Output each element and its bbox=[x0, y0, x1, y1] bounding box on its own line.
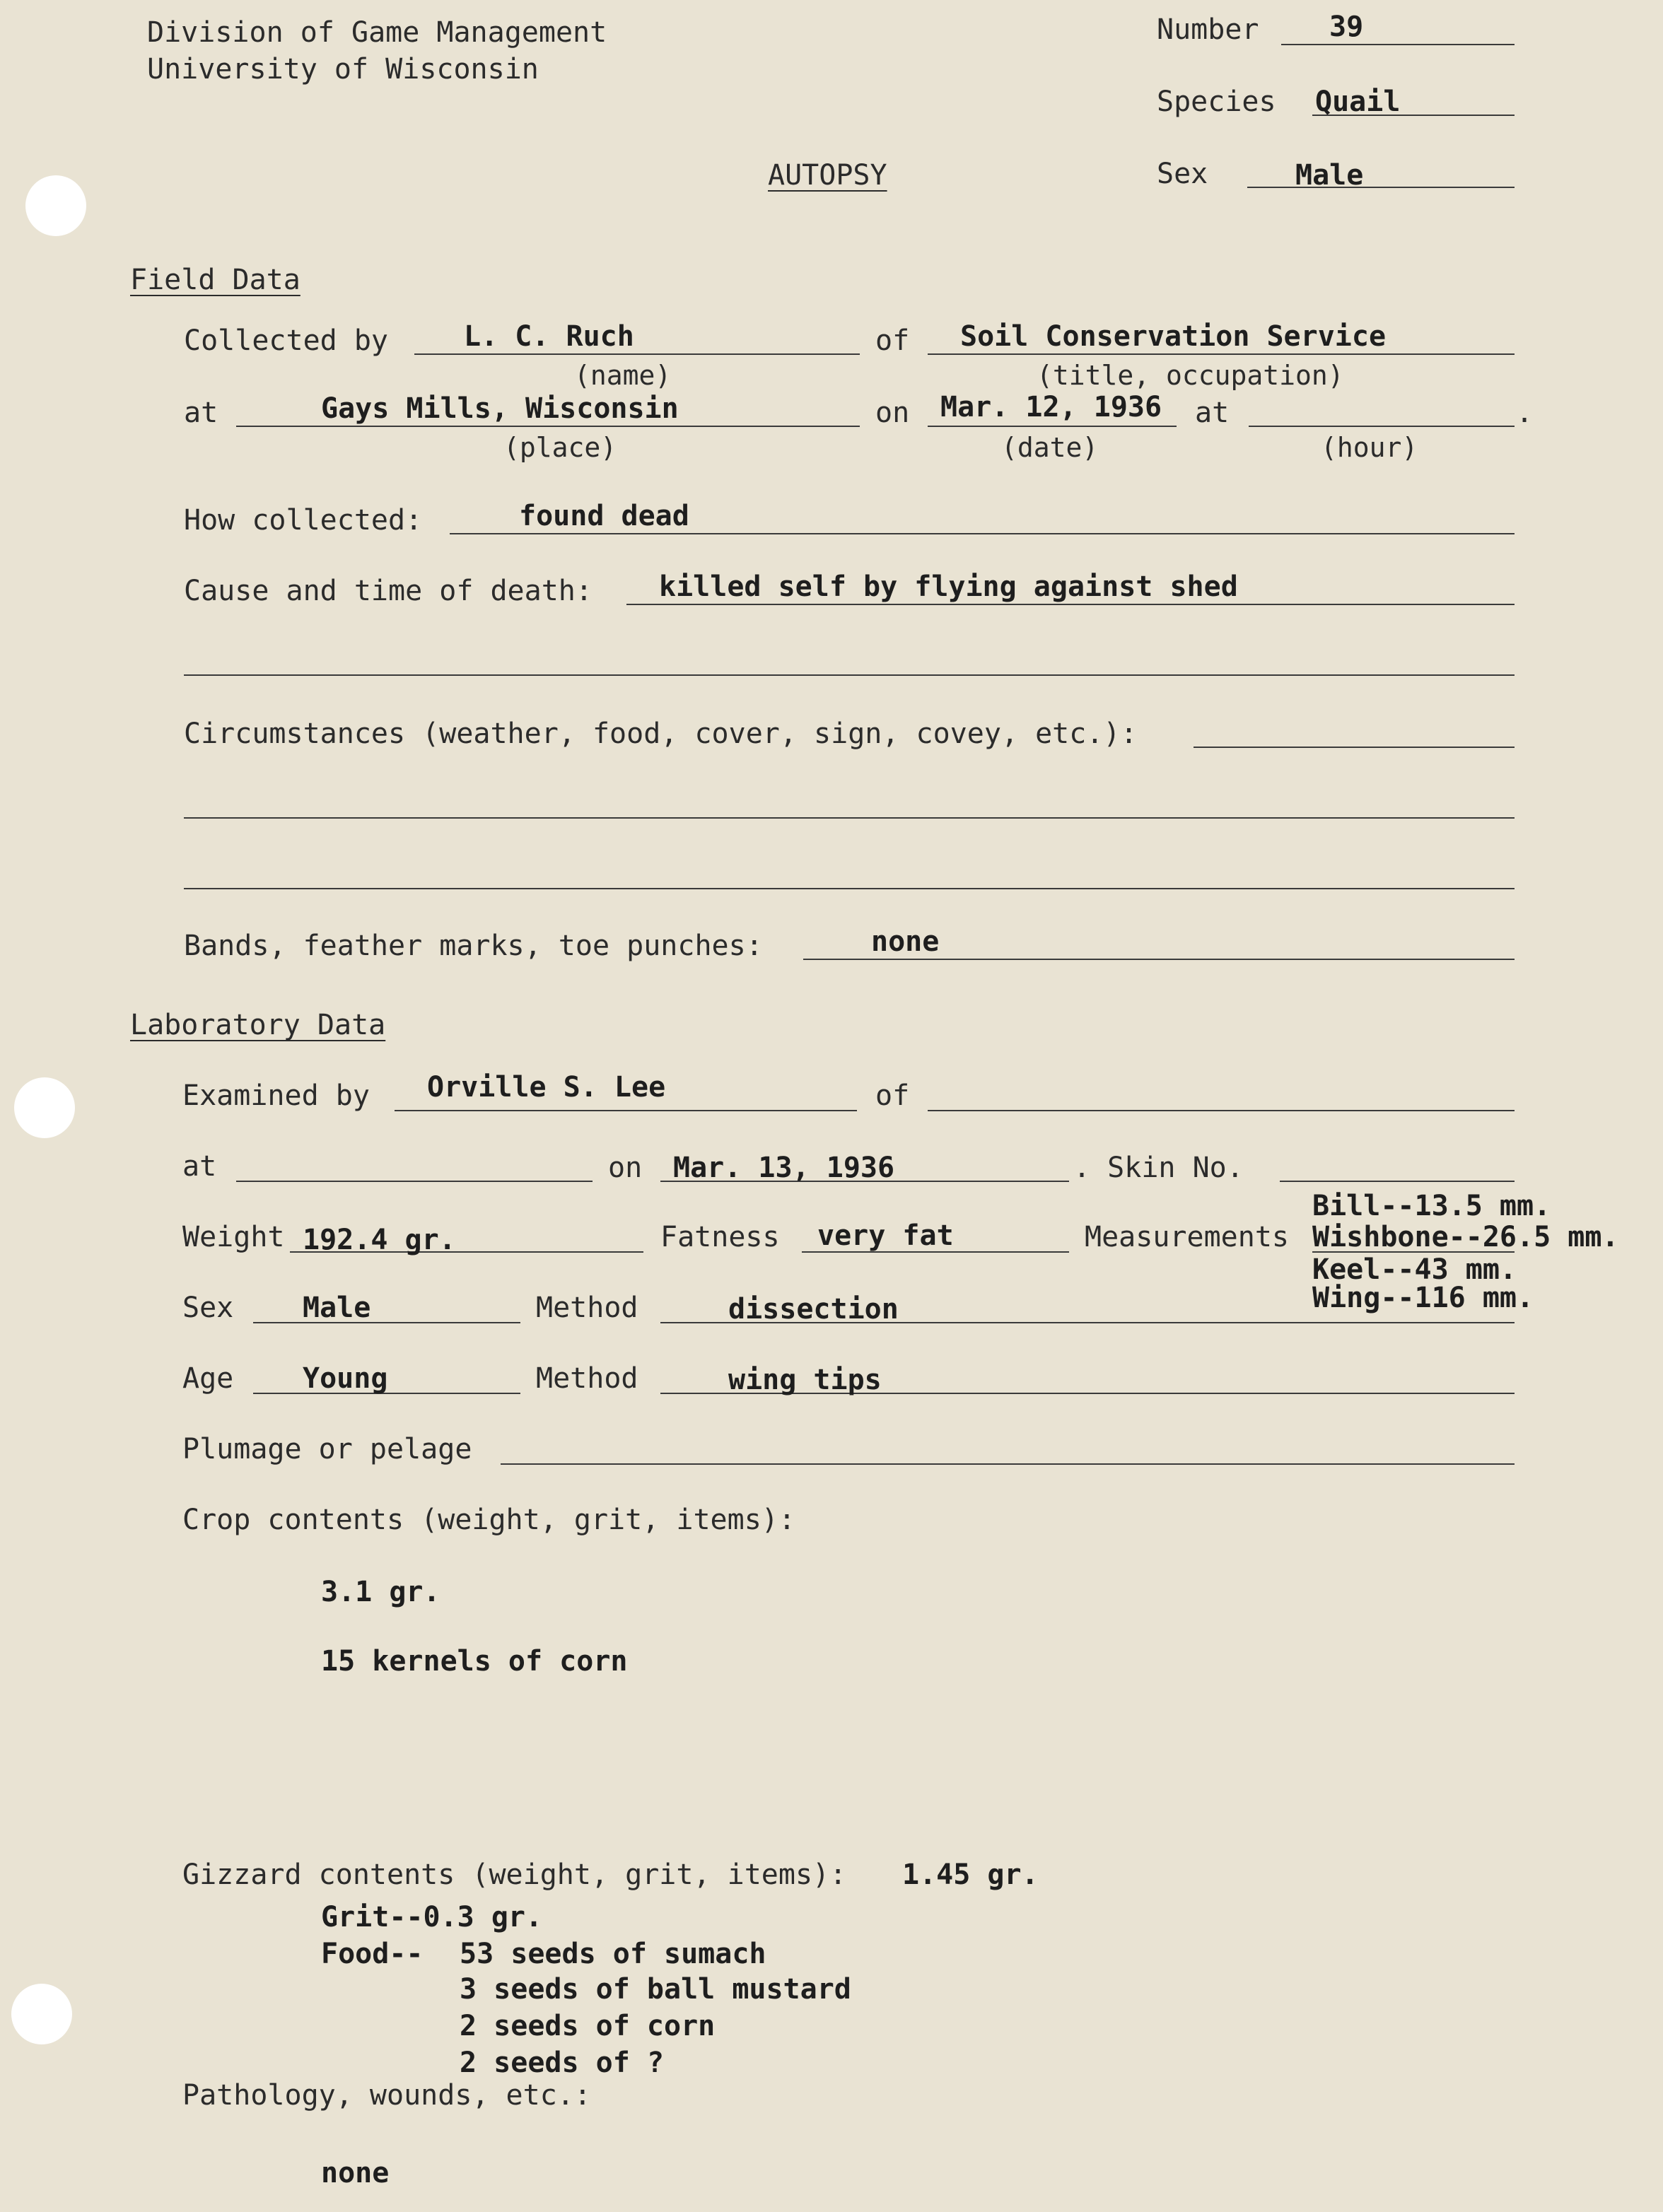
date-caption: (date) bbox=[1001, 432, 1099, 463]
lab-sex-line bbox=[253, 1322, 520, 1323]
circumstances-line-3 bbox=[184, 888, 1515, 889]
gizzard-label: Gizzard contents (weight, grit, items): bbox=[182, 1859, 847, 1891]
on-label: on bbox=[875, 397, 910, 429]
species-label: Species bbox=[1157, 86, 1276, 118]
org-line-1: Division of Game Management bbox=[147, 16, 607, 49]
lab-data-heading: Laboratory Data bbox=[130, 1009, 386, 1041]
sex-line bbox=[1247, 187, 1515, 188]
age-label: Age bbox=[182, 1362, 234, 1395]
of-label: of bbox=[875, 324, 910, 357]
field-data-heading: Field Data bbox=[130, 264, 300, 296]
lab-sex-value: Male bbox=[303, 1292, 371, 1324]
how-collected-line bbox=[450, 533, 1515, 534]
age-value: Young bbox=[303, 1362, 388, 1395]
form-title: AUTOPSY bbox=[768, 159, 887, 192]
gizzard-food-item: 2 seeds of corn bbox=[460, 2010, 716, 2042]
date-value: Mar. 12, 1936 bbox=[940, 391, 1162, 423]
place-caption: (place) bbox=[503, 432, 617, 463]
gizzard-food-item: 3 seeds of ball mustard bbox=[460, 1973, 851, 2006]
lab-sex-label: Sex bbox=[182, 1292, 234, 1324]
place-line bbox=[236, 426, 860, 427]
cause-line-2 bbox=[184, 674, 1515, 676]
measurement-wing: Wing--116 mm. bbox=[1312, 1282, 1534, 1314]
weight-value: 192.4 gr. bbox=[303, 1224, 456, 1256]
circumstances-line bbox=[1194, 747, 1515, 748]
sex-method-label: Method bbox=[536, 1292, 638, 1324]
date-line bbox=[928, 426, 1177, 427]
crop-item: 15 kernels of corn bbox=[321, 1645, 628, 1678]
number-label: Number bbox=[1157, 13, 1259, 46]
gizzard-food-item: 2 seeds of ? bbox=[460, 2047, 664, 2079]
lab-date-value: Mar. 13, 1936 bbox=[673, 1152, 895, 1184]
cause-value: killed self by flying against shed bbox=[659, 570, 1238, 603]
how-collected-label: How collected: bbox=[184, 504, 423, 537]
crop-weight: 3.1 gr. bbox=[321, 1576, 440, 1608]
circumstances-label: Circumstances (weather, food, cover, sign, covey, etc.): bbox=[184, 718, 1138, 750]
gizzard-weight: 1.45 gr. bbox=[902, 1859, 1039, 1891]
cause-line bbox=[626, 604, 1515, 605]
lab-of-label: of bbox=[875, 1079, 910, 1112]
at-label: at bbox=[184, 397, 218, 429]
hour-at-label: at bbox=[1195, 397, 1230, 429]
cause-label: Cause and time of death: bbox=[184, 575, 593, 607]
gizzard-grit: Grit--0.3 gr. bbox=[321, 1901, 543, 1933]
title-caption: (title, occupation) bbox=[1037, 360, 1344, 391]
pathology-label: Pathology, wounds, etc.: bbox=[182, 2079, 591, 2112]
examined-by-value: Orville S. Lee bbox=[427, 1071, 666, 1104]
punch-hole-top bbox=[25, 175, 86, 236]
measurements-label: Measurements bbox=[1085, 1221, 1289, 1253]
fatness-value: very fat bbox=[817, 1219, 954, 1252]
bands-label: Bands, feather marks, toe punches: bbox=[184, 930, 763, 962]
sex-value: Male bbox=[1295, 159, 1364, 192]
lab-at-line bbox=[236, 1181, 593, 1182]
collected-by-label: Collected by bbox=[184, 324, 388, 357]
name-caption: (name) bbox=[574, 360, 672, 391]
crop-label: Crop contents (weight, grit, items): bbox=[182, 1504, 795, 1536]
gizzard-food-item: 53 seeds of sumach bbox=[460, 1938, 766, 1970]
measurement-wishbone: Wishbone--26.5 mm. bbox=[1312, 1221, 1619, 1253]
punch-hole-middle bbox=[14, 1077, 75, 1138]
sex-method-value: dissection bbox=[728, 1293, 899, 1326]
number-value: 39 bbox=[1329, 11, 1364, 43]
examined-by-label: Examined by bbox=[182, 1079, 370, 1112]
collected-by-value: L. C. Ruch bbox=[464, 320, 634, 353]
pathology-value: none bbox=[321, 2157, 390, 2189]
how-collected-value: found dead bbox=[519, 500, 689, 532]
org-line-2: University of Wisconsin bbox=[147, 53, 539, 86]
lab-at-label: at bbox=[182, 1150, 217, 1183]
fatness-label: Fatness bbox=[660, 1221, 780, 1253]
circumstances-line-2 bbox=[184, 817, 1515, 819]
number-line bbox=[1281, 44, 1515, 45]
examined-by-line bbox=[395, 1110, 857, 1111]
hour-caption: (hour) bbox=[1321, 432, 1418, 463]
punch-hole-bottom bbox=[11, 1984, 72, 2044]
species-value: Quail bbox=[1315, 86, 1401, 118]
lab-of-line bbox=[928, 1110, 1515, 1111]
plumage-label: Plumage or pelage bbox=[182, 1433, 472, 1465]
measurement-bill: Bill--13.5 mm. bbox=[1312, 1190, 1551, 1222]
weight-label: Weight bbox=[182, 1221, 285, 1253]
measurement-keel: Keel--43 mm. bbox=[1312, 1253, 1517, 1286]
collected-by-line bbox=[414, 353, 860, 355]
place-value: Gays Mills, Wisconsin bbox=[321, 392, 679, 425]
hour-line bbox=[1249, 426, 1515, 427]
bands-line bbox=[803, 959, 1515, 960]
skin-line bbox=[1280, 1181, 1515, 1182]
of-value: Soil Conservation Service bbox=[960, 320, 1387, 353]
age-method-value: wing tips bbox=[728, 1364, 882, 1396]
sex-label: Sex bbox=[1157, 158, 1208, 190]
gizzard-food-label: Food-- bbox=[321, 1938, 424, 1970]
age-method-label: Method bbox=[536, 1362, 638, 1395]
plumage-line bbox=[501, 1463, 1515, 1465]
lab-on-label: on bbox=[608, 1152, 643, 1184]
hour-period: . bbox=[1516, 397, 1534, 429]
skin-label: . Skin No. bbox=[1073, 1152, 1244, 1184]
bands-value: none bbox=[871, 925, 940, 958]
of-line bbox=[928, 353, 1515, 355]
measurements-line bbox=[1312, 1251, 1515, 1253]
